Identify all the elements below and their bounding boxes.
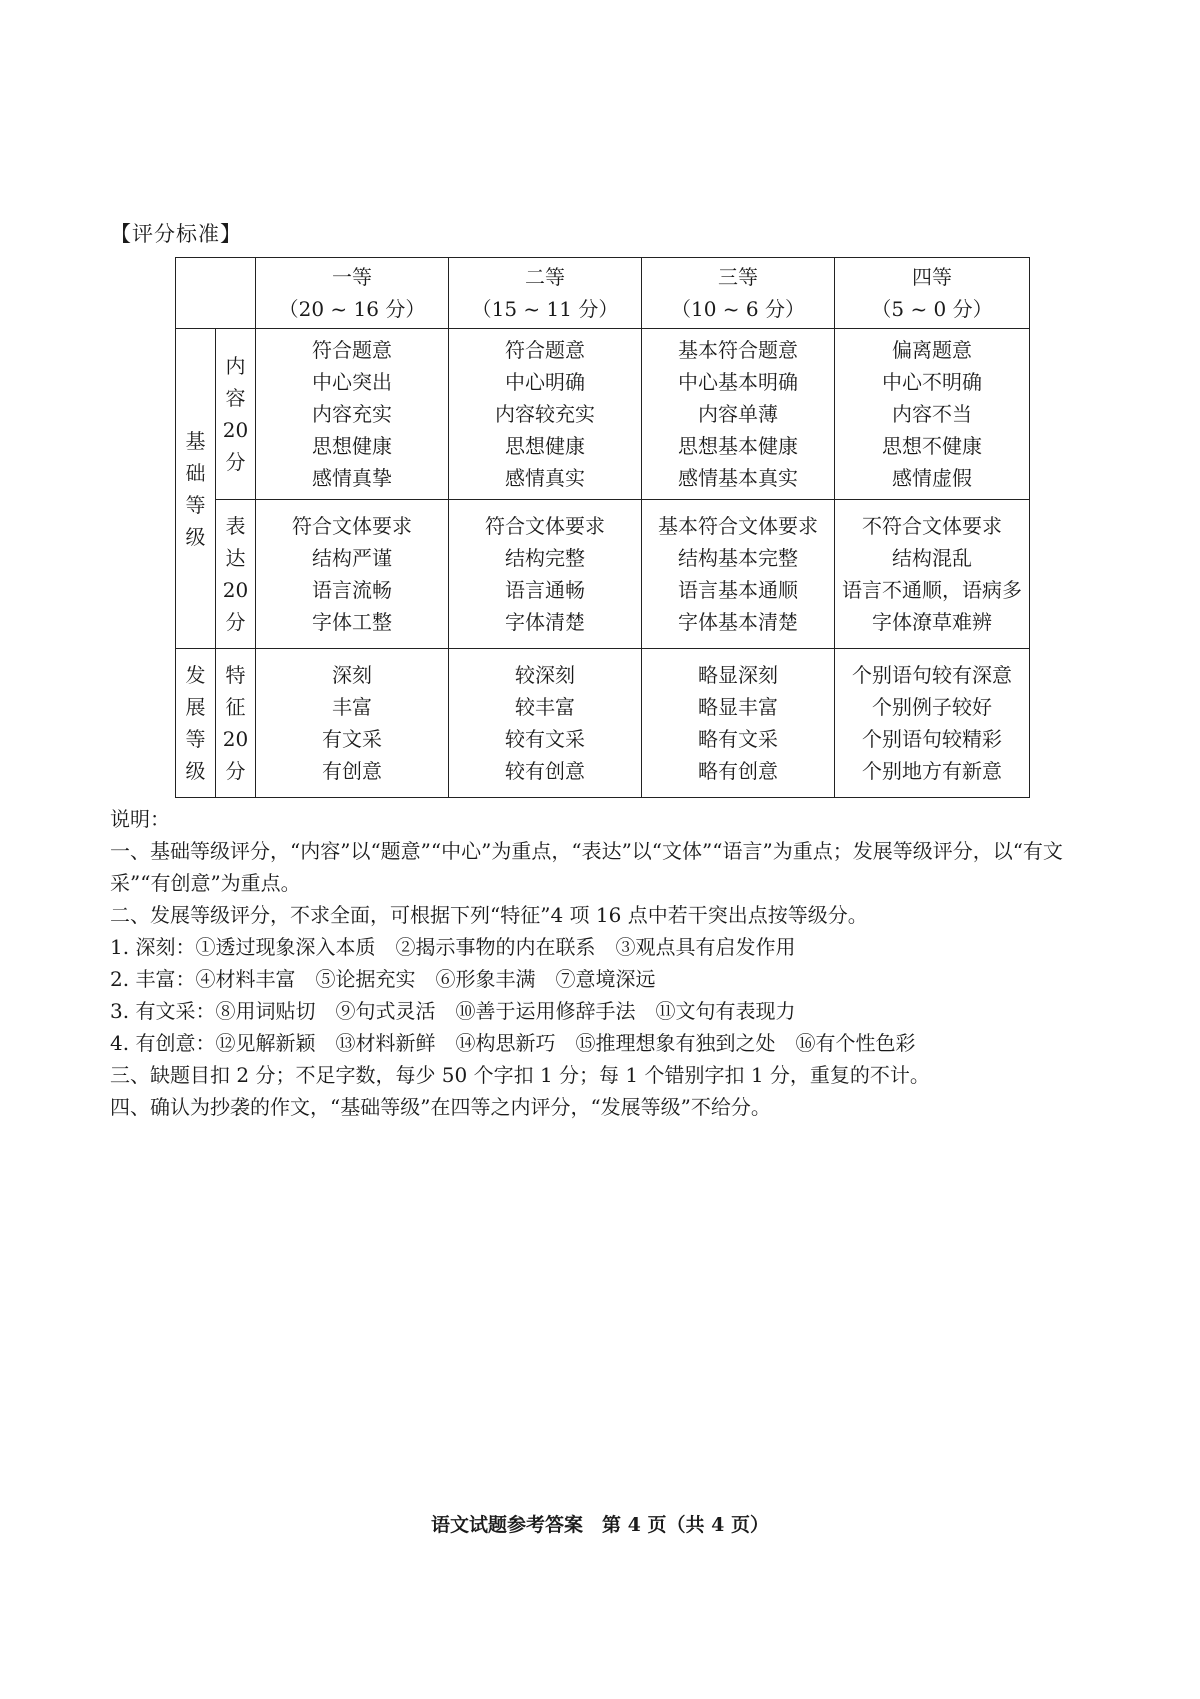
criterion: 语言通畅 (505, 578, 585, 602)
features-grade-4 (835, 649, 1030, 798)
corner-cell (176, 258, 256, 329)
criterion: 字体工整 (312, 610, 392, 634)
page-footer: 语文试题参考答案 第 4 页（共 4 页） (431, 1514, 769, 1536)
criterion: 有文采 (322, 727, 382, 751)
criterion: 较深刻 (515, 663, 575, 687)
basic-level-label-cell (176, 329, 216, 649)
criterion: 个别例子较好 (872, 695, 992, 719)
criterion: 结构基本完整 (678, 546, 798, 570)
development-level-label: 发展等级 (185, 663, 206, 783)
grade-range: （5 ~ 0 分） (871, 297, 993, 321)
grade-header-3 (642, 258, 835, 329)
development-level-label-cell (176, 649, 216, 798)
features-points: 20 (222, 727, 249, 751)
content-unit: 分 (225, 450, 246, 474)
grade-range: （15 ~ 11 分） (471, 297, 619, 321)
grade-header-1 (256, 258, 449, 329)
criterion: 内容不当 (892, 402, 972, 426)
criterion: 基本符合文体要求 (658, 514, 818, 538)
criterion: 感情真挚 (312, 466, 392, 490)
content-grade-4 (835, 329, 1030, 500)
criterion: 略有创意 (698, 759, 778, 783)
criterion: 中心突出 (312, 370, 392, 394)
note-item: 二、发展等级评分，不求全面，可根据下列“特征”4 项 16 点中若干突出点按等级分。 (110, 903, 868, 927)
criterion: 思想基本健康 (678, 434, 798, 458)
expression-row (176, 500, 1030, 649)
criterion: 个别语句较精彩 (862, 727, 1002, 751)
grade-range: （10 ~ 6 分） (670, 297, 805, 321)
criterion: 略显深刻 (698, 663, 778, 687)
criterion: 略有文采 (698, 727, 778, 751)
features-unit: 分 (225, 759, 246, 783)
grade-name: 三等 (718, 265, 758, 289)
criterion: 深刻 (332, 663, 372, 687)
grade-name: 四等 (912, 265, 952, 289)
grade-name: 一等 (332, 265, 372, 289)
criterion: 思想健康 (312, 434, 392, 458)
content-points: 20 (222, 418, 249, 442)
criterion: 符合文体要求 (485, 514, 605, 538)
criterion: 中心不明确 (882, 370, 982, 394)
notes-heading: 说明： (110, 807, 170, 831)
content-label-cell (216, 329, 256, 500)
note-item: 1. 深刻：①透过现象深入本质 ②揭示事物的内在联系 ③观点具有启发作用 (110, 935, 796, 959)
criterion: 思想健康 (505, 434, 585, 458)
criterion: 符合题意 (312, 338, 392, 362)
development-row (176, 649, 1030, 798)
criterion: 不符合文体要求 (862, 514, 1002, 538)
notes-section (110, 803, 1100, 1123)
criterion: 结构完整 (505, 546, 585, 570)
note-item: 三、缺题目扣 2 分；不足字数，每少 50 个字扣 1 分；每 1 个错别字扣 1 分，重复的不计。 (110, 1063, 930, 1087)
expression-label: 表达 (225, 514, 246, 570)
criterion: 有创意 (322, 759, 382, 783)
criterion: 字体基本清楚 (678, 610, 798, 634)
features-grade-1 (256, 649, 449, 798)
criterion: 结构混乱 (892, 546, 972, 570)
content-grade-3 (642, 329, 835, 500)
grade-header-2 (449, 258, 642, 329)
section-title: 【评分标准】 (110, 222, 242, 246)
criterion: 内容较充实 (495, 402, 595, 426)
expression-unit: 分 (225, 610, 246, 634)
grading-table (175, 257, 1030, 798)
criterion: 结构严谨 (312, 546, 392, 570)
note-item: 4. 有创意：⑫见解新颖 ⑬材料新鲜 ⑭构思新巧 ⑮推理想象有独到之处 ⑯有个性色彩 (110, 1031, 916, 1055)
note-item: 四、确认为抄袭的作文，“基础等级”在四等之内评分，“发展等级”不给分。 (110, 1095, 771, 1119)
criterion: 较有创意 (505, 759, 585, 783)
criterion: 基本符合题意 (678, 338, 798, 362)
criterion: 语言基本通顺 (678, 578, 798, 602)
features-grade-2 (449, 649, 642, 798)
features-grade-3 (642, 649, 835, 798)
features-label-cell (216, 649, 256, 798)
expression-grade-2 (449, 500, 642, 649)
criterion: 内容单薄 (698, 402, 778, 426)
basic-level-label: 基础等级 (185, 428, 206, 549)
expression-grade-4 (835, 500, 1030, 649)
criterion: 略显丰富 (698, 695, 778, 719)
criterion: 个别语句较有深意 (852, 663, 1012, 687)
criterion: 较有文采 (505, 727, 585, 751)
criterion: 符合文体要求 (292, 514, 412, 538)
grade-range: （20 ~ 16 分） (278, 297, 426, 321)
criterion: 感情真实 (505, 466, 585, 490)
expression-grade-3 (642, 500, 835, 649)
criterion: 语言流畅 (312, 578, 392, 602)
expression-points: 20 (222, 578, 249, 602)
criterion: 符合题意 (505, 338, 585, 362)
features-label: 特征 (225, 663, 246, 719)
criterion: 内容充实 (312, 402, 392, 426)
criterion: 感情虚假 (892, 466, 972, 490)
criterion: 字体清楚 (505, 610, 585, 634)
criterion: 偏离题意 (892, 338, 972, 362)
criterion: 思想不健康 (882, 434, 982, 458)
criterion: 个别地方有新意 (862, 759, 1002, 783)
criterion: 丰富 (332, 695, 372, 719)
content-label: 内容 (225, 354, 246, 410)
content-grade-2 (449, 329, 642, 500)
note-item: 3. 有文采：⑧用词贴切 ⑨句式灵活 ⑩善于运用修辞手法 ⑪文句有表现力 (110, 999, 796, 1023)
criterion: 语言不通顺，语病多 (842, 578, 1022, 602)
grade-header-row (176, 258, 1030, 329)
grade-header-4 (835, 258, 1030, 329)
criterion: 字体潦草难辨 (872, 610, 992, 634)
expression-grade-1 (256, 500, 449, 649)
criterion: 较丰富 (515, 695, 575, 719)
grade-name: 二等 (525, 265, 565, 289)
note-item: 一、基础等级评分，“内容”以“题意”“中心”为重点，“表达”以“文体”“语言”为重点；发展等级评分，以“有文采”“有创意”为重点。 (110, 839, 1063, 895)
expression-label-cell (216, 500, 256, 649)
criterion: 中心明确 (505, 370, 585, 394)
content-row (176, 329, 1030, 500)
criterion: 中心基本明确 (678, 370, 798, 394)
note-item: 2. 丰富：④材料丰富 ⑤论据充实 ⑥形象丰满 ⑦意境深远 (110, 967, 656, 991)
content-grade-1 (256, 329, 449, 500)
criterion: 感情基本真实 (678, 466, 798, 490)
